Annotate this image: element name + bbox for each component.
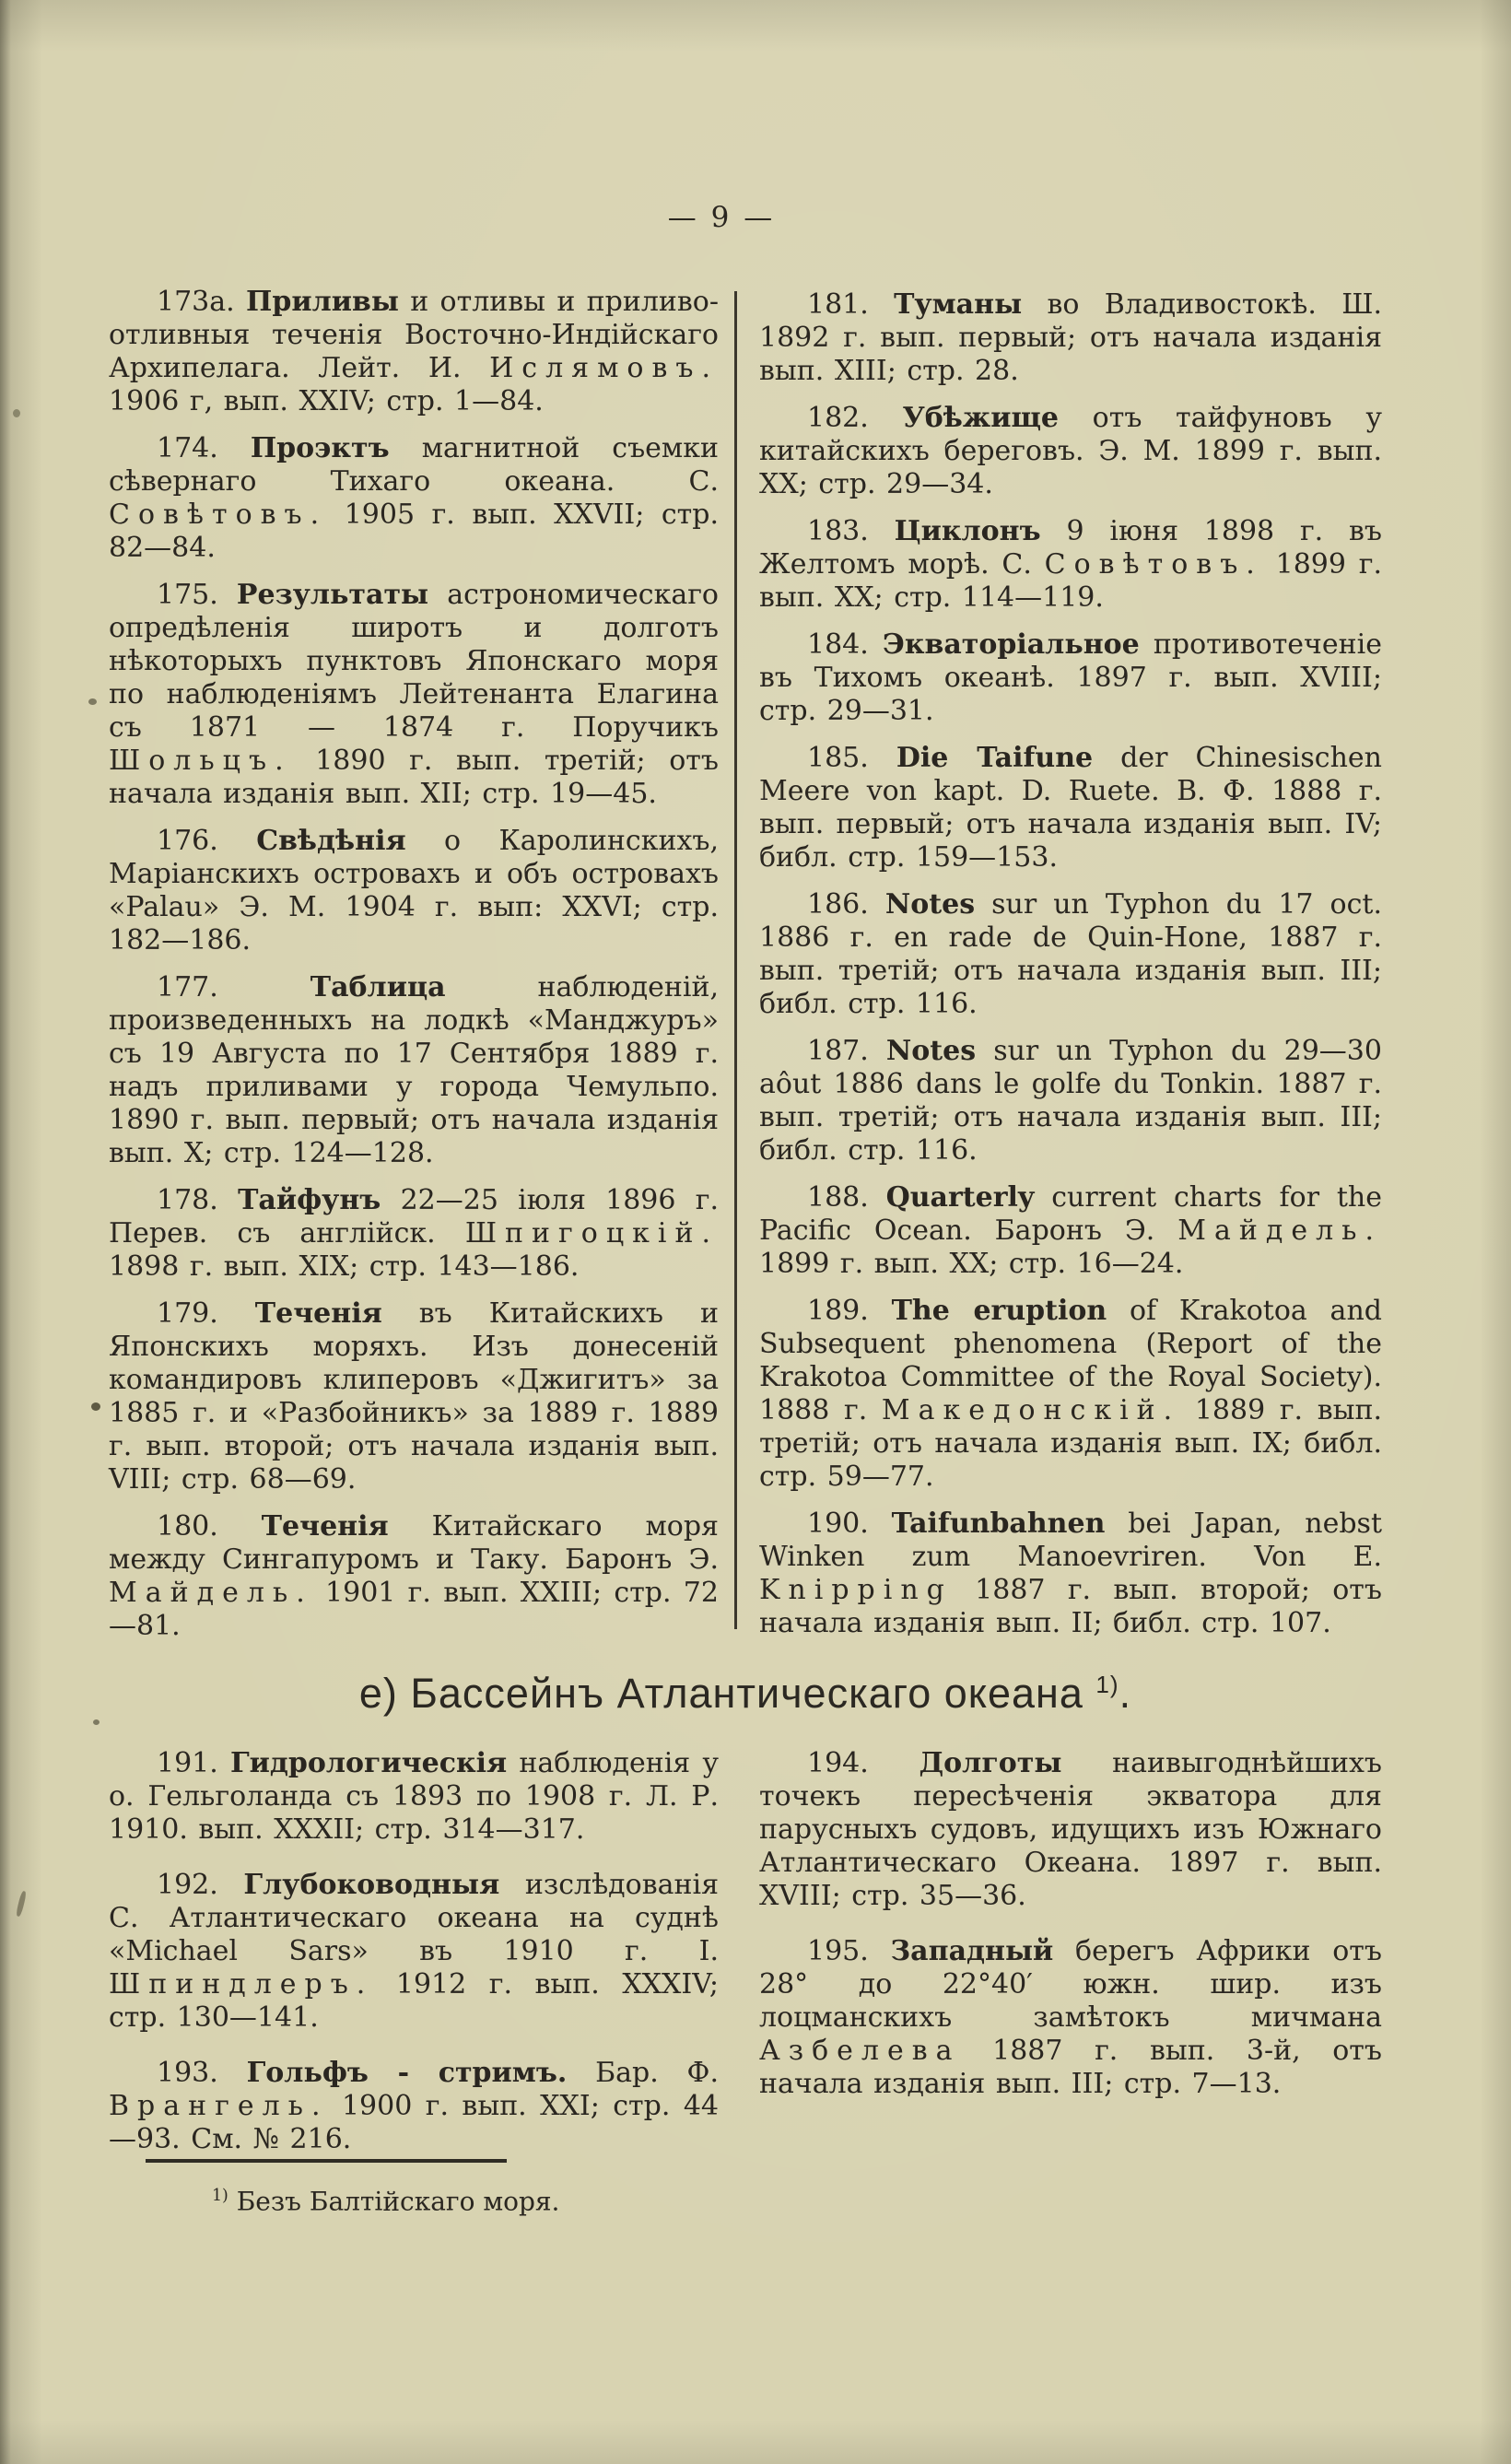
entry-191 [109,1747,719,1847]
entry-lead-word: Notes [884,888,976,921]
entry-lead-word: Глубоководныя [243,1869,500,1901]
footnote-ref: 1) [212,2187,228,2205]
entry-lead-word: Свѣдѣнія [256,825,406,857]
entry-text: изслѣдованія С. Атлантическаго океана на суднѣ «Michael Sars» въ 1910 г. І. [109,1869,719,1967]
entry-lead-word: Экваторіальное [882,628,1140,661]
entry-number: 189. [807,1295,869,1327]
entry-text: берегъ Африки отъ 28° до 22°40′ южн. шир. изъ лоцманскихъ замѣтокъ мичмана [759,1935,1382,2034]
section-heading-period: . [1119,1670,1132,1717]
entry-lead-word: Результаты [236,579,429,611]
entry-173a [109,286,719,418]
ink-speck [13,409,20,417]
entry-number: 188. [807,1181,869,1214]
entry-number: 190. [807,1508,869,1540]
entry-author-name: Македонскій. [881,1394,1181,1426]
column-bottom-right [759,1747,1382,2123]
entry-number: 183. [807,515,869,547]
entry-author-name: Майдель. [1177,1214,1383,1247]
entry-text: 1887 г. вып. второй; отъ начала изданія вып. II; библ. стр. 107. [759,1574,1382,1639]
entry-number: 175. [157,579,218,611]
entry-177 [109,971,719,1170]
entry-195 [759,1935,1382,2101]
entry-author-name: Шольцъ. [109,745,292,777]
entry-author-name: Врангель. [109,2090,329,2122]
column-bottom-left [109,1747,719,2178]
entry-lead-word: Taifunbahnen [891,1508,1106,1540]
entry-number: 181. [807,288,869,321]
entry-text: sur un Typhon du 29—30 aôut 1886 dans le golfe du Tonkin. 1887 г. вып. третій; отъ начала изданія вып. III; библ. стр. 116. [759,1035,1382,1167]
entry-text: 1900 г. вып. XXI; стр. 44—93. См. № 216. [109,2090,719,2155]
entry-text: отъ тайфуновъ у китайскихъ береговъ. Э. М. 1899 г. вып. XX; стр. 29—34. [759,402,1382,500]
entry-lead-word: Тайфунъ [238,1184,381,1216]
ink-speck [93,1719,100,1725]
entry-number: 194. [807,1747,869,1779]
entry-text: астрономическаго опредѣленія широтъ и долготъ нѣкоторыхъ пунктовъ Японскаго моря по наблюденіямъ Лейтенанта Елагина съ 1871 — 1874 г. Поручикъ [109,579,719,744]
ink-speck [91,1402,100,1411]
entry-author-name: Азбелева [759,2035,961,2067]
entry-number: 177. [157,971,218,1003]
entry-text: 1887 г. вып. 3-й, отъ начала изданія вып. III; стр. 7—13. [759,2035,1382,2100]
entry-text: магнитной съемки сѣвернаго Тихаго океана. С. [109,432,719,498]
entry-lead-word: Теченія [261,1510,389,1543]
entry-text: въ Китайскихъ и Японскихъ моряхъ. Изъ донесеній командировъ клиперовъ «Джигитъ» за 1885 г. и «Разбойникъ» за 1889 г. 1889 г. вып. второй; отъ начала изданія вып. VIII; стр. 68—69. [109,1297,719,1496]
entry-text: наблюденій, произведенныхъ на лодкѣ «Манджуръ» съ 19 Августа по 17 Сентября 1889 г. надъ приливами у города Чемульпо. 1890 г. вып. первый; отъ начала изданія вып. X; стр. 124—128. [109,971,719,1169]
entry-text: 22—25 іюля 1896 г. Перев. съ англійск. [109,1184,719,1250]
entry-number: 193. [157,2057,218,2089]
entry-number: 185. [807,742,869,774]
entry-text: Китайскаго моря между Сингапуромъ и Таку. Баронъ Э. [109,1510,719,1576]
column-top-right [759,288,1382,1654]
entry-182 [759,402,1382,501]
page-number: — 9 — [667,201,776,234]
entry-number: 179. [157,1297,218,1330]
entry-text: 1889 г. вып. третій; отъ начала изданія вып. IX; библ. стр. 59—77. [759,1394,1382,1493]
entry-number: 178. [157,1184,218,1216]
entry-number: 176. [157,825,218,857]
entry-lead-word: Теченія [254,1297,382,1330]
entry-text: 1901 г. вып. XXIII; стр. 72—81. [109,1577,719,1642]
entry-number: 191. [157,1747,218,1779]
entry-179 [109,1297,719,1496]
entry-text: Бар. Ф. [595,2057,719,2089]
entry-lead-word: Циклонъ [894,515,1041,547]
column-divider-rule [734,291,737,1629]
entry-text: bei Japan, nebst Winken zum Manoevriren. Von E. [759,1508,1382,1573]
entry-lead-word: Западный [890,1935,1054,1967]
entry-lead-word: Notes [885,1035,977,1067]
entry-text: 1912 г. вып. XXXIV; стр. 130—141. [109,1968,720,2034]
entry-185 [759,742,1382,874]
entry-text: der Chinesischen Meere von kapt. D. Ruete. В. Ф. 1888 г. вып. первый; отъ начала изданія вып. IV; библ. стр. 159—153. [759,742,1382,874]
entry-text: 1890 г. вып. третій; отъ начала изданія вып. XII; стр. 19—45. [109,745,719,810]
section-heading-text: е) Бассейнъ Атлантическаго океана [358,1670,1083,1717]
entry-194 [759,1747,1382,1913]
entry-text: противотеченіе въ Тихомъ океанѣ. 1897 г. вып. XVIII; стр. 29—31. [759,628,1382,727]
ink-speck [16,1891,28,1918]
entry-author-name: Майдель. [109,1577,313,1609]
footnote [109,2180,719,2217]
entry-193 [109,2057,719,2156]
entry-178 [109,1184,719,1284]
entry-number: 173а. [157,286,235,318]
entry-174 [109,432,719,565]
entry-192 [109,1869,719,2035]
entry-183 [759,515,1382,615]
entry-text: наивыгоднѣйшихъ точекъ пересѣченія экватора для парусныхъ судовъ, идущихъ изъ Южнаго Атлантическаго Океана. 1897 г. вып. XVIII; стр. 35—36. [759,1747,1382,1912]
entry-lead-word: Долготы [919,1747,1062,1779]
entry-number: 192. [157,1869,218,1901]
entry-author-name: Совѣтовъ. [1044,548,1263,581]
entry-187 [759,1035,1382,1167]
entry-number: 180. [157,1510,218,1543]
entry-180 [109,1510,719,1643]
entry-number: 182. [807,402,869,434]
entry-lead-word: Туманы [894,288,1023,321]
entry-176 [109,825,719,957]
section-heading-footnote-ref: 1) [1095,1671,1119,1698]
entry-175 [109,579,719,811]
ink-speck [88,698,97,705]
entry-text: 1905 г. вып. XXVII; стр. 82—84. [109,499,719,564]
entry-189 [759,1295,1382,1494]
entry-text: 9 іюня 1898 г. въ Желтомъ морѣ. С. [759,515,1382,581]
entry-number: 187. [807,1035,869,1067]
entry-lead-word: Quarterly [885,1181,1035,1214]
entry-number: 174. [157,432,218,464]
entry-author-name: Knipping [759,1574,953,1606]
entry-text: во Владивостокѣ. Ш. 1892 г. вып. первый; отъ начала изданія вып. XIII; стр. 28. [759,288,1382,387]
entry-lead-word: Убѣжище [902,402,1059,434]
entry-text: of Krakotoa and Subsequent phenomena (Report of the Krakotoa Committee of the Royal Society). 1888 г. [759,1295,1382,1426]
entry-number: 195. [807,1935,869,1967]
entry-188 [759,1181,1382,1281]
entry-text: 1906 г, вып. XXIV; стр. 1—84. [109,385,544,417]
entry-text: и отливы и приливо-отливныя теченія Восточно-Индійскаго Архипелага. Лейт. И. [109,286,719,384]
footnote-text: Безъ Балтійскаго моря. [236,2186,560,2217]
entry-lead-word: Таблица [310,971,446,1003]
entry-lead-word: The eruption [891,1295,1107,1327]
entry-186 [759,888,1382,1021]
entry-lead-word: Die Taifune [896,742,1094,774]
entry-text: current charts for the Pacific Ocean. Баронъ Э. [759,1181,1382,1247]
entry-lead-word: Гольфъ - стримъ. [246,2057,568,2089]
footnote-rule [146,2159,507,2163]
entry-author-name: Шпигоцкій. [464,1217,719,1250]
entry-181 [759,288,1382,388]
column-top-left [109,286,719,1657]
entry-author-name: Ислямовъ. [489,352,719,384]
entry-184 [759,628,1382,728]
entry-text: sur un Typhon du 17 oct. 1886 г. en rade de Quin-Hone, 1887 г. вып. третій; отъ начала изданія вып. III; библ. стр. 116. [759,888,1382,1020]
entry-text: 1899 г. вып. XX; стр. 114—119. [759,548,1382,614]
entry-author-name: Совѣтовъ. [109,499,328,531]
entry-number: 184. [807,628,869,661]
entry-author-name: Шпиндлеръ. [109,1968,374,2001]
entry-text: 1898 г. вып. XIX; стр. 143—186. [109,1250,580,1283]
entry-number: 186. [807,888,869,921]
entry-lead-word: Проэктъ [250,432,390,464]
entry-text: о Каролинскихъ, Маріанскихъ островахъ и объ островахъ «Palau» Э. М. 1904 г. вып: XXVI; стр. 182—186. [109,825,719,956]
entry-text: наблюденія у о. Гельголанда съ 1893 по 1908 г. Л. Р. 1910. вып. XXXII; стр. 314—317. [109,1747,719,1846]
entry-lead-word: Приливы [246,286,399,318]
entry-190 [759,1508,1382,1640]
section-heading [109,1670,1382,1718]
entry-lead-word: Гидрологическія [229,1747,508,1779]
entry-text: 1899 г. вып. XX; стр. 16—24. [759,1248,1184,1280]
